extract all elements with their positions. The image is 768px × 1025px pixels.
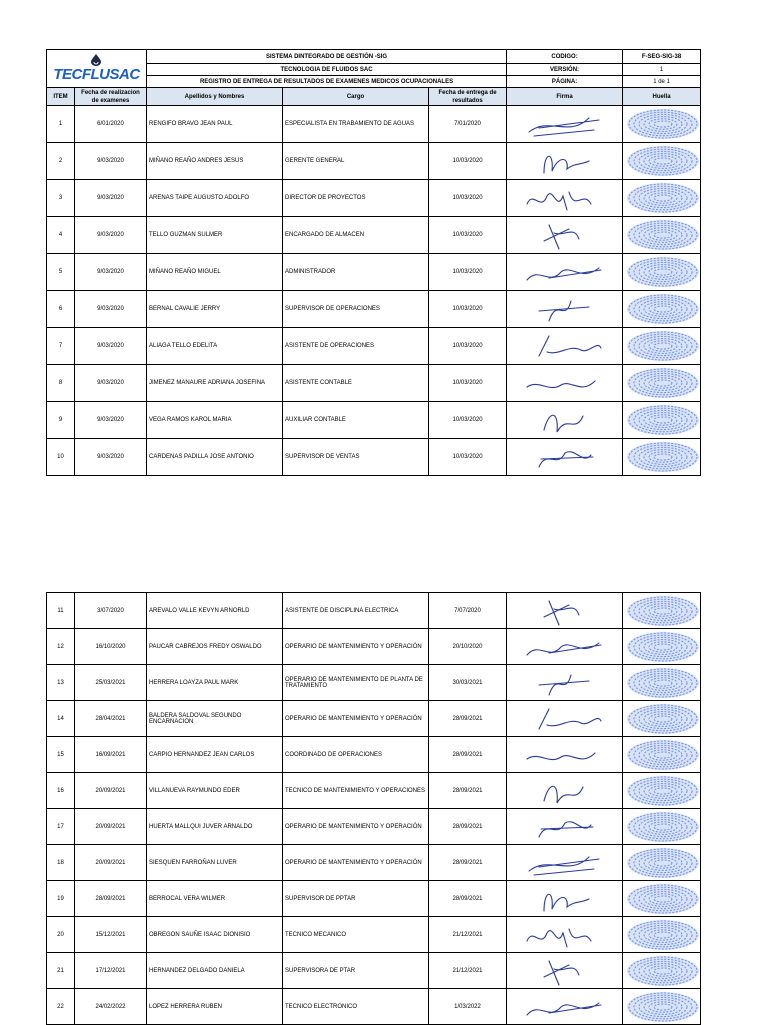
nombre-cell: VILLANUEVA RAYMUNDO EDER — [147, 773, 283, 809]
item-cell: 5 — [47, 254, 75, 291]
huella-cell — [623, 328, 701, 365]
fecha-entrega-cell: 30/03/2021 — [429, 665, 507, 701]
fecha-realizacion-cell: 9/03/2020 — [75, 180, 147, 217]
table-row — [47, 845, 701, 881]
fingerprint-icon — [625, 441, 701, 473]
firma-cell — [507, 291, 623, 328]
fecha-realizacion-cell: 9/03/2020 — [75, 217, 147, 254]
fecha-entrega-cell: 28/09/2021 — [429, 701, 507, 737]
signature-icon — [519, 631, 611, 663]
huella-cell — [623, 701, 701, 737]
huella-cell — [623, 291, 701, 328]
cargo-cell: OPERARIO DE MANTENIMIENTO Y OPERACIÓN — [283, 629, 429, 665]
table-row — [47, 701, 701, 737]
fecha-entrega-cell: 1/03/2022 — [429, 989, 507, 1025]
fecha-entrega-cell: 20/10/2020 — [429, 629, 507, 665]
fecha-realizacion-cell: 24/02/2022 — [75, 989, 147, 1025]
table-row — [47, 917, 701, 953]
nombre-cell: BERNAL CAVALIE JERRY — [147, 291, 283, 328]
firma-cell — [507, 881, 623, 917]
cargo-cell: OPERARIO DE MANTENIMIENTO Y OPERACIÓN — [283, 809, 429, 845]
item-cell: 8 — [47, 365, 75, 402]
fecha-entrega-cell: 10/03/2020 — [429, 365, 507, 402]
signature-icon — [519, 847, 611, 879]
col-fecha-entrega: Fecha de entrega de resultados — [429, 88, 507, 106]
table-row — [47, 989, 701, 1025]
signature-icon — [519, 703, 611, 735]
codigo-value: F-SEG-SIG-38 — [623, 50, 701, 64]
table-row — [47, 254, 701, 291]
item-cell: 19 — [47, 881, 75, 917]
records-table-page-2 — [46, 592, 701, 1025]
nombre-cell: SIESQUEN FARROÑAN LUVER — [147, 845, 283, 881]
nombre-cell: OBREGON SAUÑE ISAAC DIONISIO — [147, 917, 283, 953]
document-title: REGISTRO DE ENTREGA DE RESULTADOS DE EXAMENES MEDICOS OCUPACIONALES — [147, 76, 507, 88]
item-cell: 9 — [47, 402, 75, 439]
table-row — [47, 143, 701, 180]
cargo-cell: AUXILIAR CONTABLE — [283, 402, 429, 439]
firma-cell — [507, 593, 623, 629]
huella-cell — [623, 254, 701, 291]
fingerprint-icon — [625, 256, 701, 288]
cargo-cell: OPERARIO DE MANTENIMIENTO DE PLANTA DE TRATAMIENTO — [283, 665, 429, 701]
item-cell: 4 — [47, 217, 75, 254]
col-nombres: Apellidos y Nombres — [147, 88, 283, 106]
cargo-cell: DIRECTOR DE PROYECTOS — [283, 180, 429, 217]
fecha-entrega-cell: 10/03/2020 — [429, 328, 507, 365]
signature-icon — [519, 811, 611, 843]
fecha-realizacion-cell: 17/12/2021 — [75, 953, 147, 989]
huella-cell — [623, 881, 701, 917]
logo-text: TECFLUSAC — [53, 66, 140, 83]
fecha-entrega-cell: 28/09/2021 — [429, 737, 507, 773]
table-row — [47, 180, 701, 217]
item-cell: 16 — [47, 773, 75, 809]
signature-icon — [519, 182, 611, 214]
table-row — [47, 773, 701, 809]
signature-icon — [519, 108, 611, 140]
fingerprint-icon — [625, 919, 701, 951]
nombre-cell: BERROCAL VERA WILMER — [147, 881, 283, 917]
table-row — [47, 629, 701, 665]
nombre-cell: BALDERA SALDOVAL SEGUNDO ENCARNACION — [147, 701, 283, 737]
firma-cell — [507, 809, 623, 845]
huella-cell — [623, 365, 701, 402]
fecha-entrega-cell: 28/09/2021 — [429, 845, 507, 881]
huella-cell — [623, 845, 701, 881]
system-title: SISTEMA DINTEGRADO DE GESTIÓN -SIG — [147, 50, 507, 64]
item-cell: 1 — [47, 106, 75, 143]
huella-cell — [623, 106, 701, 143]
huella-cell — [623, 809, 701, 845]
nombre-cell: ALIAGA TELLO EDELITA — [147, 328, 283, 365]
nombre-cell: PAUCAR CABREJOS FREDY OSWALDO — [147, 629, 283, 665]
col-huella: Huella — [623, 88, 701, 106]
fecha-realizacion-cell: 16/09/2021 — [75, 737, 147, 773]
fingerprint-icon — [625, 703, 701, 735]
fecha-realizacion-cell: 6/01/2020 — [75, 106, 147, 143]
fecha-entrega-cell: 21/12/2021 — [429, 917, 507, 953]
firma-cell — [507, 773, 623, 809]
firma-cell — [507, 953, 623, 989]
huella-cell — [623, 143, 701, 180]
huella-cell — [623, 917, 701, 953]
fecha-entrega-cell: 10/03/2020 — [429, 217, 507, 254]
fecha-realizacion-cell: 25/03/2021 — [75, 665, 147, 701]
nombre-cell: MIÑANO REAÑO ANDRES JESUS — [147, 143, 283, 180]
table-row — [47, 328, 701, 365]
nombre-cell: LOPEZ HERRERA RUBEN — [147, 989, 283, 1025]
fingerprint-icon — [625, 219, 701, 251]
firma-cell — [507, 217, 623, 254]
col-firma: Firma — [507, 88, 623, 106]
nombre-cell: JIMENEZ MANAURE ADRIANA JOSEFINA — [147, 365, 283, 402]
fecha-realizacion-cell: 20/09/2021 — [75, 773, 147, 809]
fingerprint-icon — [625, 775, 701, 807]
fingerprint-icon — [625, 595, 701, 627]
huella-cell — [623, 402, 701, 439]
fecha-entrega-cell: 10/03/2020 — [429, 291, 507, 328]
cargo-cell: ASISTENTE DE DISCIPLINA ELECTRICA — [283, 593, 429, 629]
signature-icon — [519, 595, 611, 627]
firma-cell — [507, 402, 623, 439]
fecha-entrega-cell: 10/03/2020 — [429, 439, 507, 476]
cargo-cell: TECNICO DE MANTENIMIENTO Y OPERACIONES — [283, 773, 429, 809]
signature-icon — [519, 919, 611, 951]
fingerprint-icon — [625, 367, 701, 399]
cargo-cell: TECNICO MECANICO — [283, 917, 429, 953]
huella-cell — [623, 953, 701, 989]
huella-cell — [623, 737, 701, 773]
fingerprint-icon — [625, 955, 701, 987]
item-cell: 6 — [47, 291, 75, 328]
company-name: TECNOLOGIA DE FLUIDOS SAC — [147, 64, 507, 76]
signature-icon — [519, 883, 611, 915]
fingerprint-icon — [625, 811, 701, 843]
table-row — [47, 737, 701, 773]
table-row — [47, 402, 701, 439]
table-row — [47, 593, 701, 629]
fingerprint-icon — [625, 883, 701, 915]
codigo-label: CODIGO: — [507, 50, 623, 64]
item-cell: 14 — [47, 701, 75, 737]
fecha-realizacion-cell: 9/03/2020 — [75, 439, 147, 476]
fecha-realizacion-cell: 9/03/2020 — [75, 328, 147, 365]
table-row — [47, 665, 701, 701]
firma-cell — [507, 989, 623, 1025]
table-row — [47, 106, 701, 143]
nombre-cell: TELLO GUZMAN SULMER — [147, 217, 283, 254]
fingerprint-icon — [625, 145, 701, 177]
col-item: ITEM — [47, 88, 75, 106]
fecha-entrega-cell: 28/09/2021 — [429, 809, 507, 845]
fingerprint-icon — [625, 293, 701, 325]
item-cell: 13 — [47, 665, 75, 701]
item-cell: 17 — [47, 809, 75, 845]
item-cell: 18 — [47, 845, 75, 881]
huella-cell — [623, 593, 701, 629]
cargo-cell: OPERARIO DE MANTENIMIENTO Y OPERACIÓN — [283, 845, 429, 881]
fecha-entrega-cell: 21/12/2021 — [429, 953, 507, 989]
company-logo — [47, 50, 147, 88]
cargo-cell: ADMINISTRADOR — [283, 254, 429, 291]
cargo-cell: GERENTE GENERAL — [283, 143, 429, 180]
table-row — [47, 953, 701, 989]
col-cargo: Cargo — [283, 88, 429, 106]
fecha-realizacion-cell: 28/09/2021 — [75, 881, 147, 917]
pagina-value: 1 de 1 — [623, 76, 701, 88]
fecha-entrega-cell: 28/09/2021 — [429, 881, 507, 917]
table-row — [47, 439, 701, 476]
signature-icon — [519, 256, 611, 288]
fingerprint-icon — [625, 667, 701, 699]
fecha-realizacion-cell: 9/03/2020 — [75, 143, 147, 180]
fingerprint-icon — [625, 739, 701, 771]
cargo-cell: SUPERVISOR DE OPERACIONES — [283, 291, 429, 328]
table-row — [47, 217, 701, 254]
version-label: VERSIÓN: — [507, 64, 623, 76]
item-cell: 20 — [47, 917, 75, 953]
item-cell: 10 — [47, 439, 75, 476]
cargo-cell: SUPERVISORA DE PTAR — [283, 953, 429, 989]
nombre-cell: AREVALO VALLE KEVYN ARNORLD — [147, 593, 283, 629]
table-row — [47, 881, 701, 917]
table-row — [47, 365, 701, 402]
firma-cell — [507, 180, 623, 217]
fecha-realizacion-cell: 28/04/2021 — [75, 701, 147, 737]
firma-cell — [507, 143, 623, 180]
signature-icon — [519, 955, 611, 987]
signature-icon — [519, 739, 611, 771]
signature-icon — [519, 219, 611, 251]
version-value: 1 — [623, 64, 701, 76]
huella-cell — [623, 989, 701, 1025]
signature-icon — [519, 667, 611, 699]
fecha-entrega-cell: 7/07/2020 — [429, 593, 507, 629]
huella-cell — [623, 773, 701, 809]
cargo-cell: ASISTENTE DE OPERACIONES — [283, 328, 429, 365]
firma-cell — [507, 439, 623, 476]
firma-cell — [507, 629, 623, 665]
fecha-realizacion-cell: 9/03/2020 — [75, 291, 147, 328]
signature-icon — [519, 145, 611, 177]
signature-icon — [519, 441, 611, 473]
firma-cell — [507, 917, 623, 953]
table-row — [47, 809, 701, 845]
nombre-cell: RENGIFO BRAVO JEAN PAUL — [147, 106, 283, 143]
huella-cell — [623, 629, 701, 665]
huella-cell — [623, 439, 701, 476]
nombre-cell: HERNANDEZ DELGADO DANIELA — [147, 953, 283, 989]
fingerprint-icon — [625, 847, 701, 879]
cargo-cell: ESPECIALISTA EN TRABAMIENTO DE AGUAS — [283, 106, 429, 143]
signature-icon — [519, 367, 611, 399]
nombre-cell: MIÑANO REAÑO MIGUEL — [147, 254, 283, 291]
fecha-realizacion-cell: 9/03/2020 — [75, 402, 147, 439]
item-cell: 12 — [47, 629, 75, 665]
cargo-cell: ASISTENTE CONTABLE — [283, 365, 429, 402]
item-cell: 2 — [47, 143, 75, 180]
cargo-cell: SUPERVISOR DE PPTAR — [283, 881, 429, 917]
fingerprint-icon — [625, 404, 701, 436]
cargo-cell: COORDINADO DE OPERACIONES — [283, 737, 429, 773]
fecha-realizacion-cell: 20/09/2021 — [75, 845, 147, 881]
signature-icon — [519, 991, 611, 1023]
nombre-cell: HUERTA MALLQUI JUVER ARNALDO — [147, 809, 283, 845]
firma-cell — [507, 106, 623, 143]
fingerprint-icon — [625, 108, 701, 140]
firma-cell — [507, 845, 623, 881]
huella-cell — [623, 665, 701, 701]
fecha-realizacion-cell: 15/12/2021 — [75, 917, 147, 953]
cargo-cell: OPERARIO DE MANTENIMIENTO Y OPERACIÓN — [283, 701, 429, 737]
col-fecha-realizacion: Fecha de realizacion de examenes — [75, 88, 147, 106]
signature-icon — [519, 775, 611, 807]
fecha-entrega-cell: 7/01/2020 — [429, 106, 507, 143]
signature-icon — [519, 404, 611, 436]
fingerprint-icon — [625, 182, 701, 214]
firma-cell — [507, 365, 623, 402]
fecha-entrega-cell: 28/09/2021 — [429, 773, 507, 809]
huella-cell — [623, 217, 701, 254]
logo-drop-icon — [91, 54, 101, 66]
signature-icon — [519, 330, 611, 362]
fecha-realizacion-cell: 16/10/2020 — [75, 629, 147, 665]
nombre-cell: ARENAS TAIPE AUGUSTO ADOLFO — [147, 180, 283, 217]
fecha-entrega-cell: 10/03/2020 — [429, 254, 507, 291]
pagina-label: PÁGINA: — [507, 76, 623, 88]
fecha-entrega-cell: 10/03/2020 — [429, 143, 507, 180]
cargo-cell: ENCARGADO DE ALMACEN — [283, 217, 429, 254]
fingerprint-icon — [625, 330, 701, 362]
item-cell: 15 — [47, 737, 75, 773]
fecha-realizacion-cell: 9/03/2020 — [75, 254, 147, 291]
fecha-entrega-cell: 10/03/2020 — [429, 180, 507, 217]
nombre-cell: HERRERA LOAYZA PAUL MARK — [147, 665, 283, 701]
firma-cell — [507, 254, 623, 291]
fecha-realizacion-cell: 20/09/2021 — [75, 809, 147, 845]
signature-icon — [519, 293, 611, 325]
cargo-cell: TECNICO ELECTRONICO — [283, 989, 429, 1025]
nombre-cell: CARPIO HERNANDEZ JEAN CARLOS — [147, 737, 283, 773]
fecha-entrega-cell: 10/03/2020 — [429, 402, 507, 439]
item-cell: 22 — [47, 989, 75, 1025]
fingerprint-icon — [625, 991, 701, 1023]
firma-cell — [507, 737, 623, 773]
fecha-realizacion-cell: 9/03/2020 — [75, 365, 147, 402]
nombre-cell: CARDENAS PADILLA JOSE ANTONIO — [147, 439, 283, 476]
cargo-cell: SUPERVISOR DE VENTAS — [283, 439, 429, 476]
firma-cell — [507, 328, 623, 365]
firma-cell — [507, 665, 623, 701]
huella-cell — [623, 180, 701, 217]
nombre-cell: VEGA RAMOS KAROL MARIA — [147, 402, 283, 439]
table-row — [47, 291, 701, 328]
item-cell: 7 — [47, 328, 75, 365]
item-cell: 3 — [47, 180, 75, 217]
records-table-page-1 — [46, 49, 701, 476]
fecha-realizacion-cell: 3/07/2020 — [75, 593, 147, 629]
item-cell: 21 — [47, 953, 75, 989]
item-cell: 11 — [47, 593, 75, 629]
fingerprint-icon — [625, 631, 701, 663]
firma-cell — [507, 701, 623, 737]
